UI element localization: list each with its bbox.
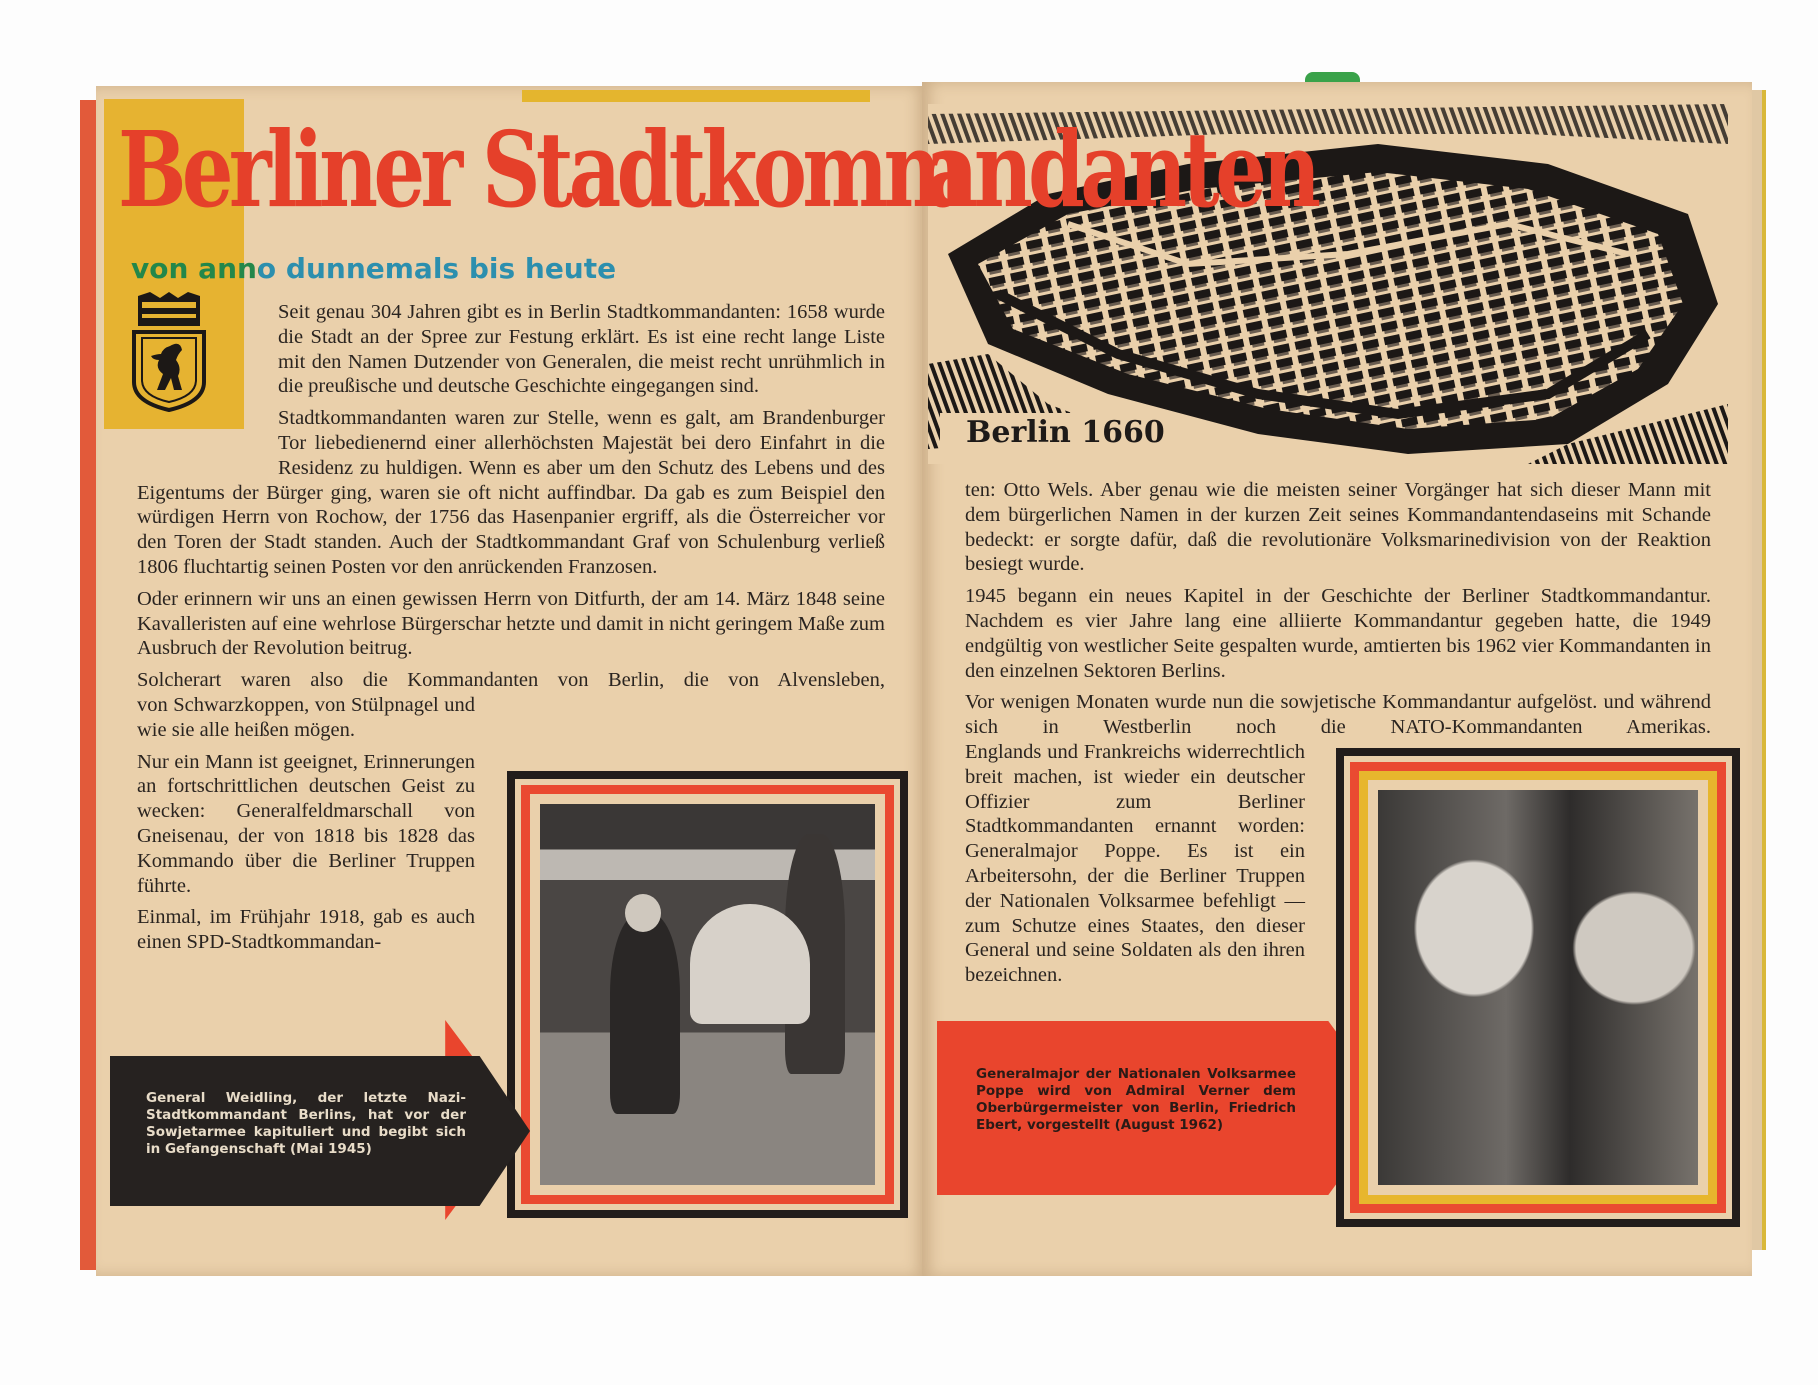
paragraph: Englands und Frankreichs widerrechtlich breit machen, ist wieder ein deutscher Offizier zum Berliner Stadtkommandanten ernannt worden: Generalmajor Poppe. Es ist ein Arbeitersohn, der die Berliner Truppen der Nationalen Volksarmee befehligt — zum Schutze eines Staates, den dieser General und seine Soldaten als den ihren bezeichnen. — [965, 740, 1305, 987]
illustration-label: Berlin 1660 — [940, 413, 1173, 450]
photo-generalmajor-poppe — [1378, 790, 1698, 1185]
paragraph: Vor wenigen Monaten wurde nun die sowjetische Kommandantur aufgelöst. und während sich in Westberlin noch die NATO-Kommandanten Amerikas. — [965, 691, 1711, 739]
paragraph: Nur ein Mann ist geeignet, Erinnerungen an fortschrittlichen deutschen Geist zu wecken: Generalfeldmarschall von Gneisenau, der von 1818 bis 1828 das Kommando über die Berliner Truppen führte. — [137, 750, 475, 897]
paragraph: ten: Otto Wels. Aber genau wie die meisten seiner Vorgänger hat sich dieser Mann mit dem bürgerlichen Namen in der kurzen Zeit seines Kommandantendaseins mit Schande bedeckt: er sorgte dafür, daß die revolutionäre Volksmarinedivision von der Reaktion besiegt wurde. — [965, 479, 1711, 576]
yellow-top-strip — [522, 90, 870, 102]
paragraph: 1945 begann ein neues Kapitel in der Geschichte der Berliner Stadtkommandantur. Nachdem es vier Jahre lang eine alliierte Kommandantur gegeben hatte, die 1949 endgültig von westlicher Seite gespalten wurde, amtierten bis 1962 vier Kommandanten in den einzelnen Sektoren Berlins. — [965, 585, 1711, 682]
photo-general-weidling — [540, 804, 875, 1185]
paragraph: Stadtkommandanten waren zur Stelle, wenn es galt, am Brandenburger Tor liebedienernd einer allerhöchsten Majestät bei dero Einfahrt in die Residenz zu huldigen. Wenn es aber um den Schutz des Lebens und des Eigentums der Bürger ging, waren sie oft nicht auffindbar. Da gab es zum Beispiel den würdigen Herrn von Rochow, der 1756 das Hasenpanier ergriff, als die Österreicher vor den Toren der Stadt standen. Auch der Stadtkommandant Graf von Schulenburg verließ 1806 fluchtartig seinen Posten vor den anrückenden Franzosen. — [137, 407, 885, 578]
page-title-part-2: andanten — [926, 108, 1317, 231]
photo-caption-left: General Weidling, der letzte Nazi-Stadtkommandant Berlins, hat vor der Sowjetarmee kapituliert und begibt sich in Gefangenschaft (Mai 1945) — [146, 1090, 466, 1157]
paragraph: Seit genau 304 Jahren gibt es in Berlin Stadtkommandanten: 1658 wurde die Stadt an der Spree zur Festung erklärt. Es ist eine recht lange Liste mit den Namen Dutzender von Generalen, die meist recht unrühmlich in die preußische und deutsche Geschichte eingegangen sind. — [278, 301, 885, 398]
paragraph: von Schwarzkoppen, von Stülpnagel und wie sie alle heißen mögen. — [137, 693, 475, 741]
page-subtitle: von anno dunnemals bis heute — [131, 252, 617, 285]
paragraph: Oder erinnern wir uns an einen gewissen Herrn von Ditfurth, der am 14. März 1848 seine Kavalleristen auf eine wehrlose Bürgerschar hetzte und damit in nicht geringem Maße zum Ausbruch der Revolution beitrug. — [137, 587, 885, 660]
photo-caption-right: Generalmajor der Nationalen Volksarmee Poppe wird von Admiral Verner dem Oberbürgermeister von Berlin, Friedrich Ebert, vorgestellt (August 1962) — [976, 1066, 1296, 1133]
paragraph: Solcherart waren also die Kommandanten von Berlin, die von Alvensleben, — [137, 669, 885, 692]
paragraph: Einmal, im Frühjahr 1918, gab es auch einen SPD-Stadtkommandan- — [137, 906, 475, 954]
cover-edge-right — [1750, 90, 1766, 1250]
photo-frame-weidling — [507, 771, 908, 1218]
page-title-part-1: Berliner Stadtkomm — [118, 108, 965, 231]
photo-frame-poppe — [1336, 748, 1740, 1227]
